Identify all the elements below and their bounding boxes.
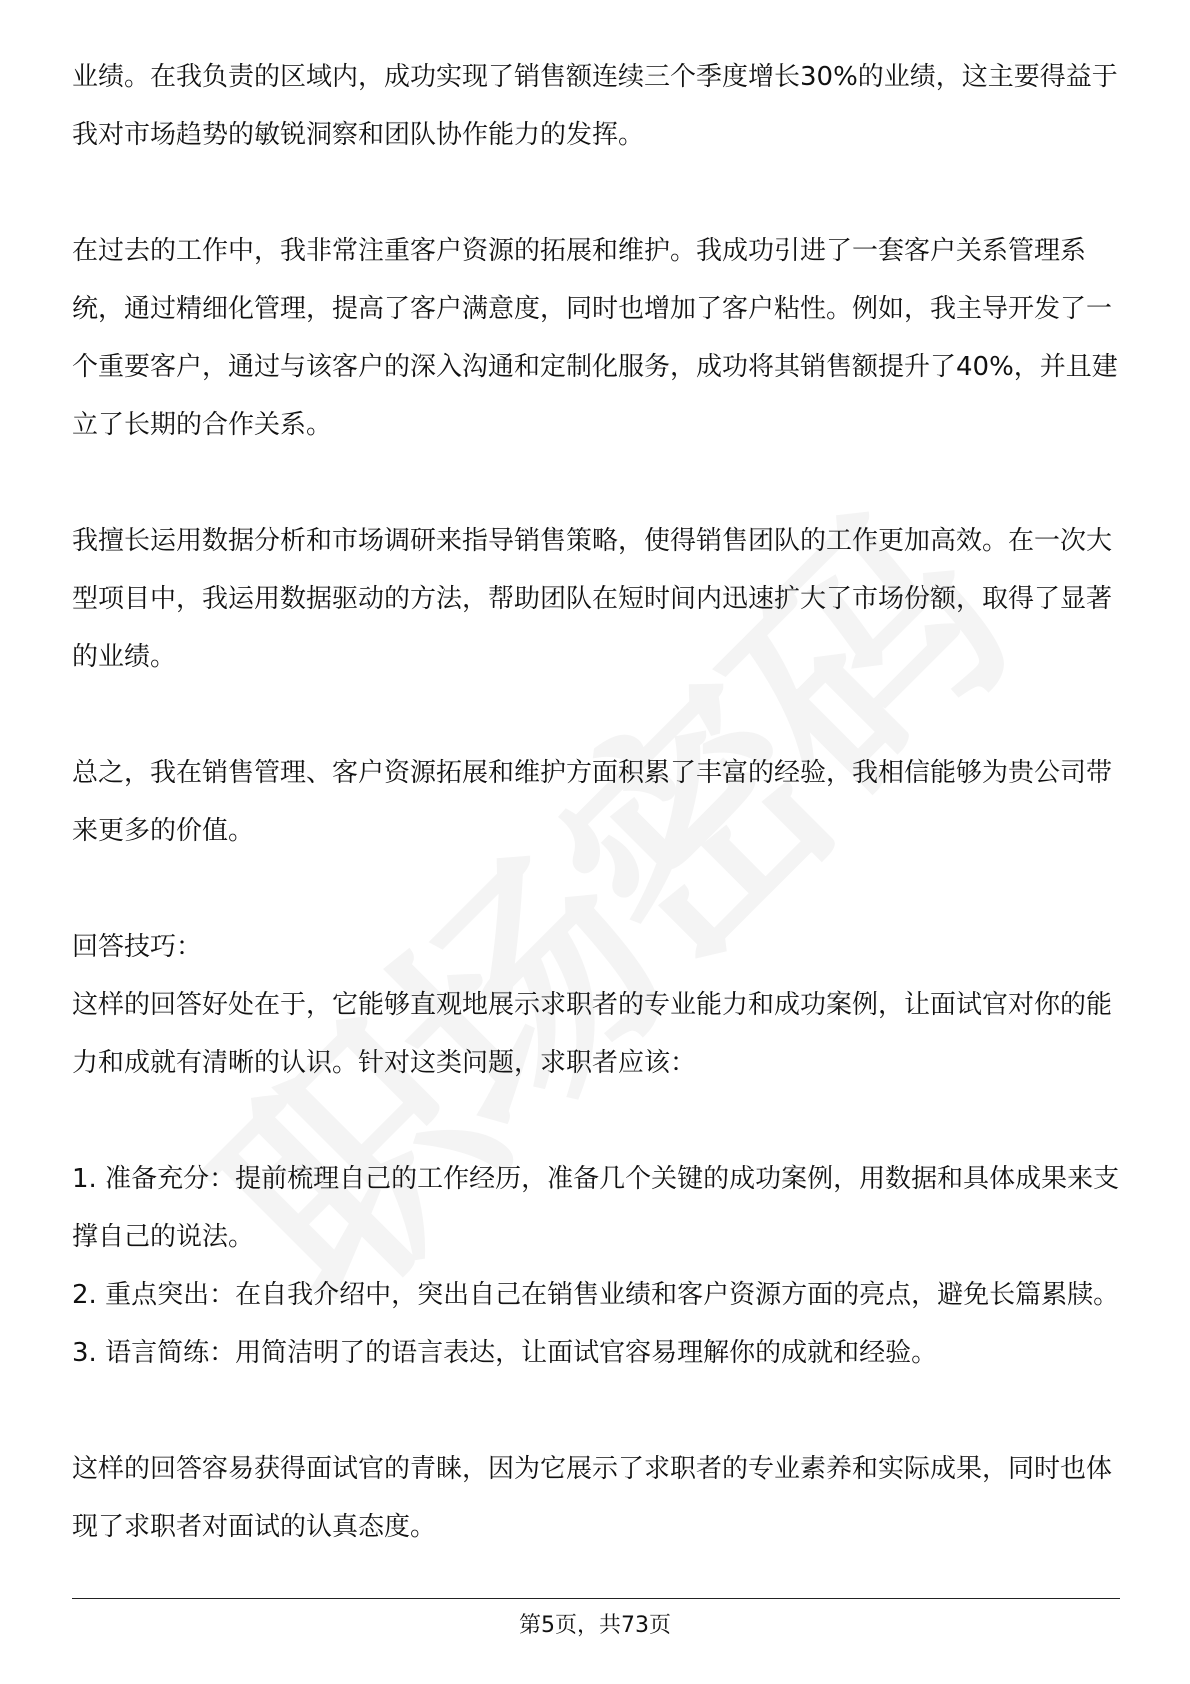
document-body	[72, 48, 1120, 1556]
tip-item-1: 1. 准备充分：提前梳理自己的工作经历，准备几个关键的成功案例，用数据和具体成果来支撑自己的说法。	[72, 1164, 1120, 1252]
paragraph-achievement: 业绩。在我负责的区域内，成功实现了销售额连续三个季度增长30%的业绩，这主要得益于我对市场趋势的敏锐洞察和团队协作能力的发挥。	[72, 62, 1118, 150]
page-number: 第5页，共73页	[519, 1613, 671, 1638]
tips-intro: 这样的回答好处在于，它能够直观地展示求职者的专业能力和成功案例，让面试官对你的能力和成就有清晰的认识。针对这类问题，求职者应该：	[72, 990, 1113, 1078]
tips-conclusion: 这样的回答容易获得面试官的青睐，因为它展示了求职者的专业素养和实际成果，同时也体现了求职者对面试的认真态度。	[72, 1454, 1113, 1542]
paragraph-customer-resources: 在过去的工作中，我非常注重客户资源的拓展和维护。我成功引进了一套客户关系管理系统，通过精细化管理，提高了客户满意度，同时也增加了客户粘性。例如，我主导开发了一个重要客户，通过与该客户的深入沟通和定制化服务，成功将其销售额提升了40%，并且建立了长期的合作关系。	[72, 236, 1118, 440]
paragraph-summary: 总之，我在销售管理、客户资源拓展和维护方面积累了丰富的经验，我相信能够为贵公司带来更多的价值。	[72, 758, 1113, 846]
tip-item-2: 2. 重点突出：在自我介绍中，突出自己在销售业绩和客户资源方面的亮点，避免长篇累牍。	[72, 1280, 1120, 1310]
tips-heading: 回答技巧：	[72, 932, 203, 962]
paragraph-data-analysis: 我擅长运用数据分析和市场调研来指导销售策略，使得销售团队的工作更加高效。在一次大型项目中，我运用数据驱动的方法，帮助团队在短时间内迅速扩大了市场份额，取得了显著的业绩。	[72, 526, 1113, 672]
tip-item-3: 3. 语言简练：用简洁明了的语言表达，让面试官容易理解你的成就和经验。	[72, 1338, 938, 1368]
footer-divider	[72, 1598, 1120, 1599]
